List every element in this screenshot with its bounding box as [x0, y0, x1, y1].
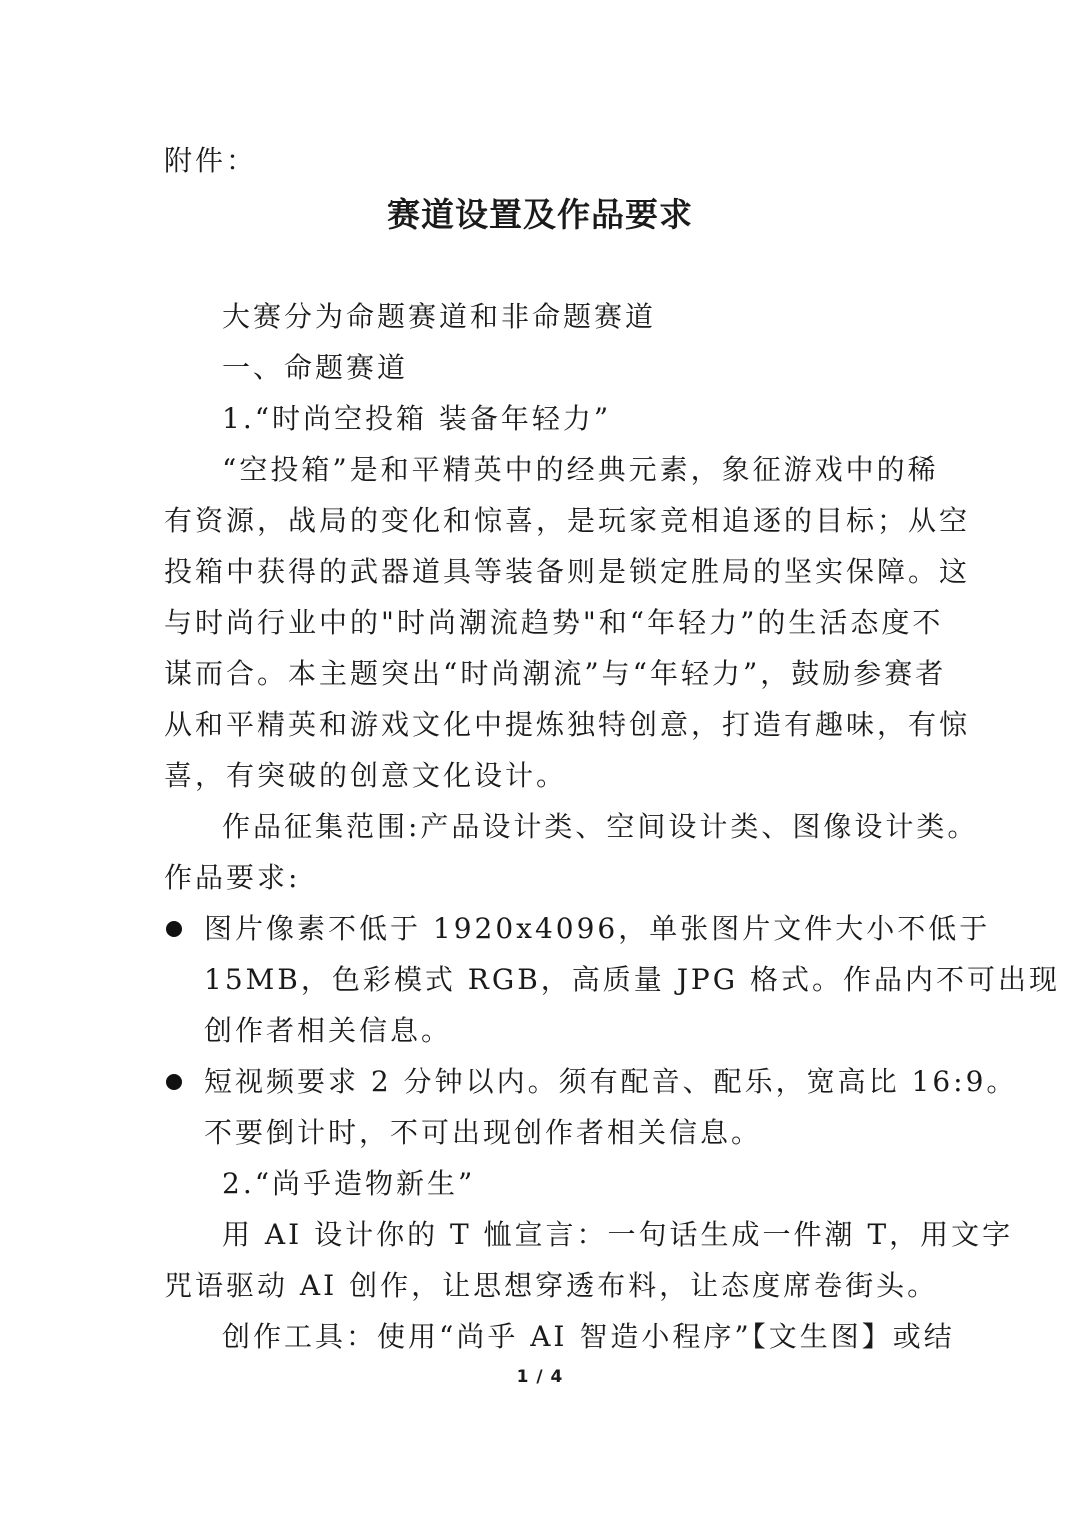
- track1-paragraph-line: 有资源，战局的变化和惊喜，是玩家竞相追逐的目标；从空: [164, 504, 971, 537]
- track1-paragraph-line: 投箱中获得的武器道具等装备则是锁定胜局的坚实保障。这: [164, 555, 971, 588]
- track1-paragraph-line: 喜，有突破的创意文化设计。: [164, 759, 568, 792]
- track2-heading: 2.“尚乎造物新生”: [222, 1167, 476, 1200]
- bullet-1-line: 15MB，色彩模式 RGB，高质量 JPG 格式。作品内不可出现: [204, 963, 1061, 996]
- track1-paragraph-line: 从和平精英和游戏文化中提炼独特创意，打造有趣味，有惊: [164, 708, 971, 741]
- attachment-label: 附件：: [164, 144, 258, 177]
- track1-paragraph-line: 谋而合。本主题突出“时尚潮流”与“年轻力”，鼓励参赛者: [164, 657, 947, 690]
- track1-heading: 1.“时尚空投箱 装备年轻力”: [222, 402, 612, 435]
- track1-requirements-label: 作品要求:: [164, 861, 301, 894]
- track2-paragraph-line: 咒语驱动 AI 创作，让思想穿透布料，让态度席卷街头。: [164, 1269, 939, 1302]
- track2-tool-line: 创作工具：使用“尚乎 AI 智造小程序”【文生图】或结: [222, 1320, 955, 1353]
- track2-paragraph-line: 用 AI 设计你的 T 恤宣言：一句话生成一件潮 T，用文字: [222, 1218, 1014, 1251]
- document-title: 赛道设置及作品要求: [387, 195, 693, 234]
- section-heading-proposition-track: 一、命题赛道: [222, 351, 409, 384]
- bullet-2-line: 不要倒计时，不可出现创作者相关信息。: [204, 1116, 763, 1149]
- track1-paragraph-line: 与时尚行业中的"时尚潮流趋势"和“年轻力”的生活态度不: [164, 606, 944, 639]
- bullet-dot-icon: [166, 921, 182, 937]
- intro-text: 大赛分为命题赛道和非命题赛道: [222, 300, 657, 333]
- page-number: 1 / 4: [516, 1367, 564, 1387]
- track1-scope: 作品征集范围:产品设计类、空间设计类、图像设计类。: [222, 810, 979, 843]
- track1-paragraph-line: “空投箱”是和平精英中的经典元素，象征游戏中的稀: [222, 453, 939, 486]
- bullet-1-line: 图片像素不低于 1920x4096，单张图片文件大小不低于: [204, 912, 991, 945]
- bullet-2-line: 短视频要求 2 分钟以内。须有配音、配乐，宽高比 16:9。: [204, 1065, 1018, 1098]
- bullet-dot-icon: [166, 1074, 182, 1090]
- bullet-1-line: 创作者相关信息。: [204, 1014, 453, 1047]
